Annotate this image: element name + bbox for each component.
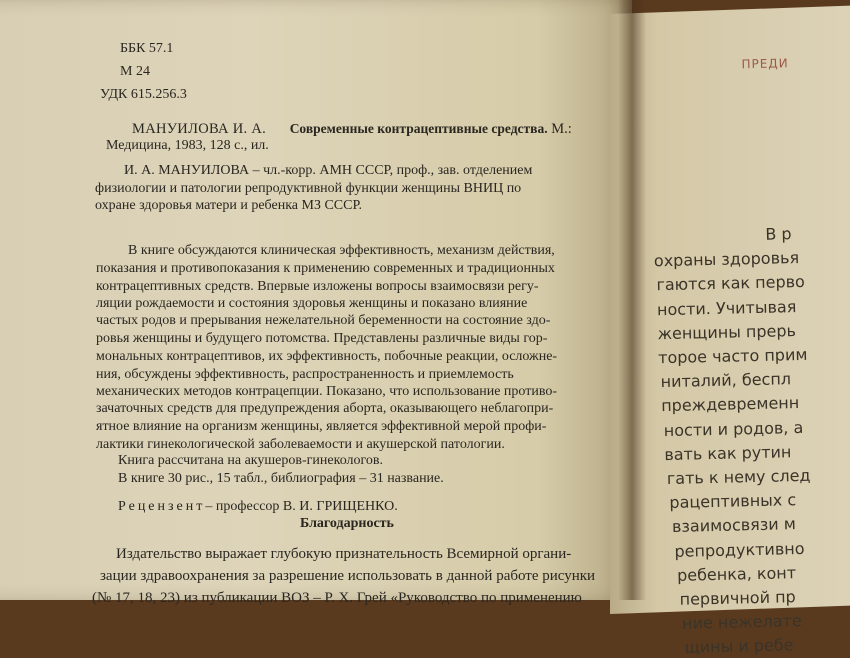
right-page-line: женщины прерь [657,320,797,344]
abstract-line: контрацептивных средств. Впервые изложены вопросы взаимосвязи регу- [96,279,539,294]
right-page-line: охраны здоровья [653,248,800,271]
right-page-line: рацептивных с [669,490,797,513]
author-info-line: физиологии и патологии репродуктивной функции женщины ВНИЦ по [95,181,522,196]
abstract-line: ятное влияние на организм женщины, является эффективной мерой профи- [96,419,547,434]
bibliographic-entry [132,120,572,138]
abstract-line: зачаточных средств для предупреждения аборта, оказывающего неблагопри- [96,401,554,416]
abstract-line: ляции рождаемости и состояния здоровья женщины и показано влияние [96,296,528,311]
bbk-code: ББК 57.1 [120,41,174,56]
abstract-line: показания и противопоказания к применению современных и традиционных [96,261,555,276]
abstract-line: Книга рассчитана на акушеров-гинекологов. [118,453,384,468]
thanks-line: зации здравоохранения за разрешение использовать в данной работе рисунки [100,568,596,584]
thanks-heading: Благодарность [300,516,394,531]
right-page-line: щины и ребе [684,635,794,658]
right-page-line: репродуктивно [674,538,805,561]
thanks-line: Издательство выражает глубокую признательность Всемирной органи- [116,546,572,562]
right-page-line: вать как рутин [664,442,792,464]
right-page-line: ности и родов, а [663,417,804,440]
author-info-line: И. А. МАНУИЛОВА – чл.-корр. АМН СССР, проф., зав. отделением [124,163,533,178]
abstract-line: В книге 30 рис., 15 табл., библиография – 31 название. [118,471,444,486]
right-page-line: торое часто прим [657,344,808,368]
right-page-line: ниталий, беспл [660,369,792,392]
right-page-line: ние нежелате [681,611,802,633]
udk-code: УДК 615.256.3 [100,87,187,102]
abstract-line: мональных контрацептивов, их эффективность, побочные реакции, осложне- [96,349,558,364]
right-page-line: В р [765,224,792,244]
right-page-line: преждевременн [661,393,800,416]
abstract-line: частых родов и прерывания нежелательной беременности на состояние здо- [96,313,551,328]
right-page-line: ребенка, конт [676,562,797,585]
right-page-line: гать к нему след [666,465,811,489]
right-page-text [620,0,834,658]
right-page-header: ПРЕДИ [741,56,789,72]
author-mark: М 24 [120,64,150,79]
abstract-line: лактики гинекологической заболеваемости и акушерской патологии. [96,437,505,452]
abstract-line: В книге обсуждаются клиническая эффективность, механизм действия, [128,243,555,258]
reviewer-line [118,498,398,516]
abstract-line: механических методов контрацепции. Показано, что использование противо- [96,384,558,399]
abstract-line: ровья женщины и будущего потомства. Представлены различные виды гор- [96,331,548,346]
abstract-line: ния, обсуждены эффективность, распространенность и приемлемость [96,367,514,382]
bib-title: Современные контрацептивные средства. [289,121,548,136]
reviewer-name: – профессор В. И. ГРИЩЕНКО. [205,499,398,514]
right-page-line: первичной пр [679,587,796,609]
bib-author: МАНУИЛОВА И. А. [132,121,267,137]
right-page-line: ности. Учитывая [656,296,797,319]
thanks-line: (№ 17, 18, 23) из публикации ВОЗ – Р. Х. Грей «Руководство по применению [92,590,582,606]
right-page-line: взаимосвязи м [671,514,797,537]
author-info-line: охране здоровья матери и ребенка МЗ СССР. [95,198,363,213]
bib-publisher: Медицина, 1983, 128 с., ил. [106,138,269,153]
reviewer-label: Рецензент [118,499,206,514]
right-page-line: гаются как перво [656,272,806,295]
bib-city: М.: [551,121,572,137]
